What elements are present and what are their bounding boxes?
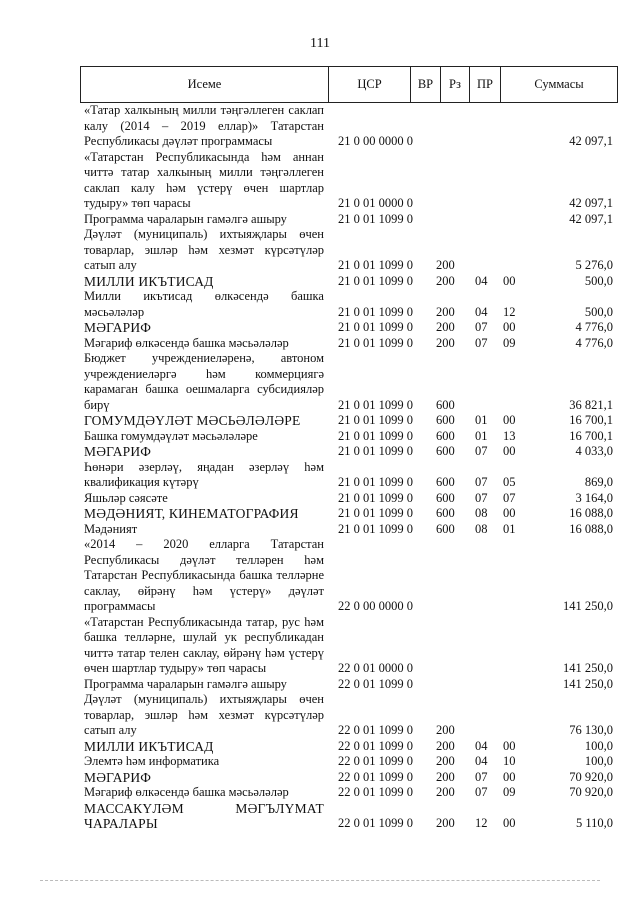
row-csr: 21 0 01 0000 0 [338, 196, 413, 210]
row-pr: 10 [503, 754, 516, 768]
row-csr: 22 0 01 1099 0 [338, 785, 413, 799]
row-sum: 4 776,0 [575, 335, 613, 350]
row-rz: 12 [475, 816, 488, 830]
table-row [0, 336, 640, 352]
row-csr: 21 0 01 1099 0 [338, 506, 413, 520]
page-number: 111 [310, 36, 330, 51]
row-sum: 70 920,0 [569, 769, 613, 784]
row-name: МӘГАРИФ [84, 444, 152, 459]
table-row [0, 429, 640, 445]
row-sum: 36 821,1 [569, 397, 613, 412]
row-csr: 22 0 00 0000 0 [338, 599, 413, 613]
row-vr: 600 [436, 506, 455, 520]
row-csr: 22 0 01 1099 0 [338, 816, 413, 830]
table-row [0, 491, 640, 507]
row-pr: 00 [503, 738, 516, 753]
table-row [0, 227, 640, 274]
row-pr: 00 [503, 444, 516, 458]
row-name: Программа чараларын гамәлгә ашыру [84, 211, 287, 226]
row-csr: 21 0 01 1099 0 [338, 258, 413, 272]
row-csr: 22 0 01 1099 0 [338, 738, 413, 753]
row-vr: 600 [436, 475, 455, 489]
row-csr: 22 0 01 1099 0 [338, 676, 413, 691]
row-sum: 100,0 [584, 738, 613, 753]
row-sum: 500,0 [584, 304, 613, 319]
row-rz: 07 [475, 490, 488, 505]
row-csr: 21 0 01 1099 0 [338, 273, 413, 288]
row-name: Мәдәният [84, 521, 138, 536]
row-csr: 21 0 01 1099 0 [338, 211, 413, 226]
row-sum: 141 250,0 [563, 661, 613, 675]
row-vr: 200 [436, 335, 455, 350]
row-sum: 141 250,0 [563, 599, 613, 613]
row-name: Бюджет учреждениеләренә, автоном учреждениеләргә һәм коммерциягә карамаган башка оешмаларга субсидияләр бирү [84, 351, 324, 412]
row-rz: 01 [475, 428, 488, 443]
row-csr: 22 0 01 0000 0 [338, 661, 413, 675]
row-name: Башка гомумдәүләт мәсьәләләре [84, 428, 258, 443]
row-pr: 07 [503, 490, 516, 505]
row-sum: 5 110,0 [575, 816, 613, 830]
table-row [0, 785, 640, 801]
row-sum: 42 097,1 [569, 211, 613, 226]
table-row [0, 537, 640, 615]
row-csr: 21 0 01 1099 0 [338, 335, 413, 350]
table-row [0, 460, 640, 491]
footer-divider [40, 880, 600, 881]
row-pr: 09 [503, 335, 516, 350]
row-rz: 08 [475, 506, 488, 520]
row-rz: 07 [475, 335, 488, 350]
row-sum: 76 130,0 [569, 723, 613, 737]
row-rz: 07 [475, 769, 488, 784]
table-header [80, 66, 618, 103]
row-sum: 4 033,0 [575, 444, 613, 458]
row-pr: 00 [503, 273, 516, 288]
row-pr: 12 [503, 304, 516, 319]
table-row [0, 739, 640, 755]
row-csr: 21 0 01 1099 0 [338, 397, 413, 412]
row-name: МӘГАРИФ [84, 769, 152, 785]
row-pr: 00 [503, 320, 516, 334]
table-row [0, 150, 640, 212]
row-name: «Татарстан Республикасында татар, рус һәм башка телләрне, шулай ук республикадан читтә татар телен саклау, өйрәнү һәм үстерү өчен шартлар тудыру» төп чарасы [84, 614, 324, 675]
row-sum: 869,0 [584, 475, 613, 489]
table-row [0, 677, 640, 693]
header-rz: Рз [441, 67, 470, 102]
row-pr: 00 [503, 769, 516, 784]
row-name: Һөнәри әзерләү, яңадан әзерләү һәм квалификация күтәрү [84, 459, 324, 489]
row-sum: 42 097,1 [569, 134, 613, 148]
row-rz: 07 [475, 475, 488, 489]
row-vr: 600 [436, 428, 455, 443]
row-rz: 07 [475, 785, 488, 799]
table-body [0, 103, 640, 832]
row-name: МИЛЛИ ИКЪТИСАД [84, 273, 214, 289]
row-csr: 21 0 01 1099 0 [338, 320, 413, 334]
row-name: «Татар халкының милли тәңгәллеген саклап калу (2014 – 2019 еллар)» Татарстан Республикасы дәүләт программасы [84, 103, 324, 148]
row-sum: 70 920,0 [569, 785, 613, 799]
table-row [0, 320, 640, 336]
table-row [0, 212, 640, 228]
header-csr: ЦСР [329, 67, 411, 102]
row-csr: 21 0 01 1099 0 [338, 413, 413, 427]
row-name: Программа чараларын гамәлгә ашыру [84, 676, 287, 691]
row-vr: 200 [436, 816, 455, 830]
row-name: Милли икътисад өлкәсендә башка мәсьәләләр [84, 289, 324, 319]
row-vr: 200 [436, 769, 455, 784]
row-csr: 22 0 01 1099 0 [338, 769, 413, 784]
row-csr: 21 0 01 1099 0 [338, 475, 413, 489]
table-row [0, 289, 640, 320]
row-vr: 200 [436, 785, 455, 799]
row-name: «2014 – 2020 елларга Татарстан Республикасы дәүләт телләрен һәм Татарстан Республикасында башка телләрне саклау, өйрәнү һәм үстерү» дәүләт программасы [84, 537, 324, 613]
row-pr: 00 [503, 413, 516, 427]
row-vr: 200 [436, 754, 455, 768]
row-vr: 200 [436, 304, 455, 319]
row-sum: 16 700,1 [569, 413, 613, 427]
row-rz: 04 [475, 738, 488, 753]
row-rz: 04 [475, 273, 488, 288]
row-pr: 01 [503, 521, 516, 536]
table-row [0, 506, 640, 522]
row-name: Мәгариф өлкәсендә башка мәсьәләләр [84, 785, 289, 799]
row-vr: 200 [436, 738, 455, 753]
row-name: «Татарстан Республикасында һәм аннан читтә татар халкының милли тәңгәллеген саклап калу һәм үстерү өчен шартлар тудыру» төп чарасы [84, 149, 324, 210]
table-row [0, 692, 640, 739]
table-row [0, 770, 640, 786]
row-sum: 4 776,0 [575, 320, 613, 334]
row-sum: 16 088,0 [569, 506, 613, 520]
table-row [0, 274, 640, 290]
row-rz: 04 [475, 304, 488, 319]
row-csr: 21 0 01 1099 0 [338, 444, 413, 458]
row-csr: 21 0 01 1099 0 [338, 490, 413, 505]
header-name: Исеме [81, 67, 329, 102]
row-name: МӘГАРИФ [84, 320, 152, 335]
row-vr: 600 [436, 490, 455, 505]
row-vr: 200 [436, 320, 455, 334]
row-csr: 21 0 01 1099 0 [338, 304, 413, 319]
row-sum: 16 700,1 [569, 428, 613, 443]
row-name: Элемтә һәм информатика [84, 754, 220, 768]
table-row [0, 103, 640, 150]
row-rz: 04 [475, 754, 488, 768]
row-name: МИЛЛИ ИКЪТИСАД [84, 738, 214, 754]
row-csr: 21 0 00 0000 0 [338, 134, 413, 148]
row-pr: 13 [503, 428, 516, 443]
table-row [0, 413, 640, 429]
row-rz: 07 [475, 320, 488, 334]
row-pr: 09 [503, 785, 516, 799]
row-rz: 01 [475, 413, 488, 427]
header-pr: ПР [470, 67, 501, 102]
table-row [0, 351, 640, 413]
row-vr: 600 [436, 397, 455, 412]
row-name: Мәгариф өлкәсендә башка мәсьәләләр [84, 335, 289, 350]
row-name: Дәүләт (муниципаль) ихтыяҗлары өчен товарлар, эшләр һәм хезмәт күрсәтүләр сатып алу [84, 692, 324, 737]
row-pr: 05 [503, 475, 516, 489]
row-sum: 500,0 [584, 273, 613, 288]
row-csr: 21 0 01 1099 0 [338, 428, 413, 443]
row-vr: 200 [436, 273, 455, 288]
row-pr: 00 [503, 506, 516, 520]
row-vr: 600 [436, 413, 455, 427]
table-row [0, 522, 640, 538]
row-sum: 42 097,1 [569, 196, 613, 210]
row-vr: 600 [436, 521, 455, 536]
row-vr: 600 [436, 444, 455, 458]
row-vr: 200 [436, 723, 455, 737]
row-name: Яшьләр сәясәте [84, 490, 168, 505]
row-name: МӘДӘНИЯТ, КИНЕМАТОГРАФИЯ [84, 506, 299, 521]
row-sum: 16 088,0 [569, 521, 613, 536]
table-row [0, 615, 640, 677]
row-sum: 141 250,0 [563, 676, 613, 691]
row-sum: 100,0 [584, 754, 613, 768]
row-csr: 22 0 01 1099 0 [338, 723, 413, 737]
row-rz: 08 [475, 521, 488, 536]
row-sum: 3 164,0 [575, 490, 613, 505]
row-pr: 00 [503, 816, 516, 830]
row-vr: 200 [436, 258, 455, 272]
table-row [0, 754, 640, 770]
row-name: Дәүләт (муниципаль) ихтыяҗлары өчен товарлар, эшләр һәм хезмәт күрсәтүләр сатып алу [84, 227, 324, 272]
row-csr: 22 0 01 1099 0 [338, 754, 413, 768]
row-name: МАССАКҮЛӘМ МӘГЪЛҮМАТ ЧАРАЛАРЫ [84, 800, 324, 831]
row-name: ГОМУМДӘҮЛӘТ МӘСЬӘЛӘЛӘРЕ [84, 413, 301, 428]
table-row [0, 444, 640, 460]
header-sum: Суммасы [534, 77, 584, 91]
row-rz: 07 [475, 444, 488, 458]
header-vr: ВР [411, 67, 441, 102]
table-row [0, 801, 640, 832]
row-sum: 5 276,0 [575, 258, 613, 272]
row-csr: 21 0 01 1099 0 [338, 521, 413, 536]
